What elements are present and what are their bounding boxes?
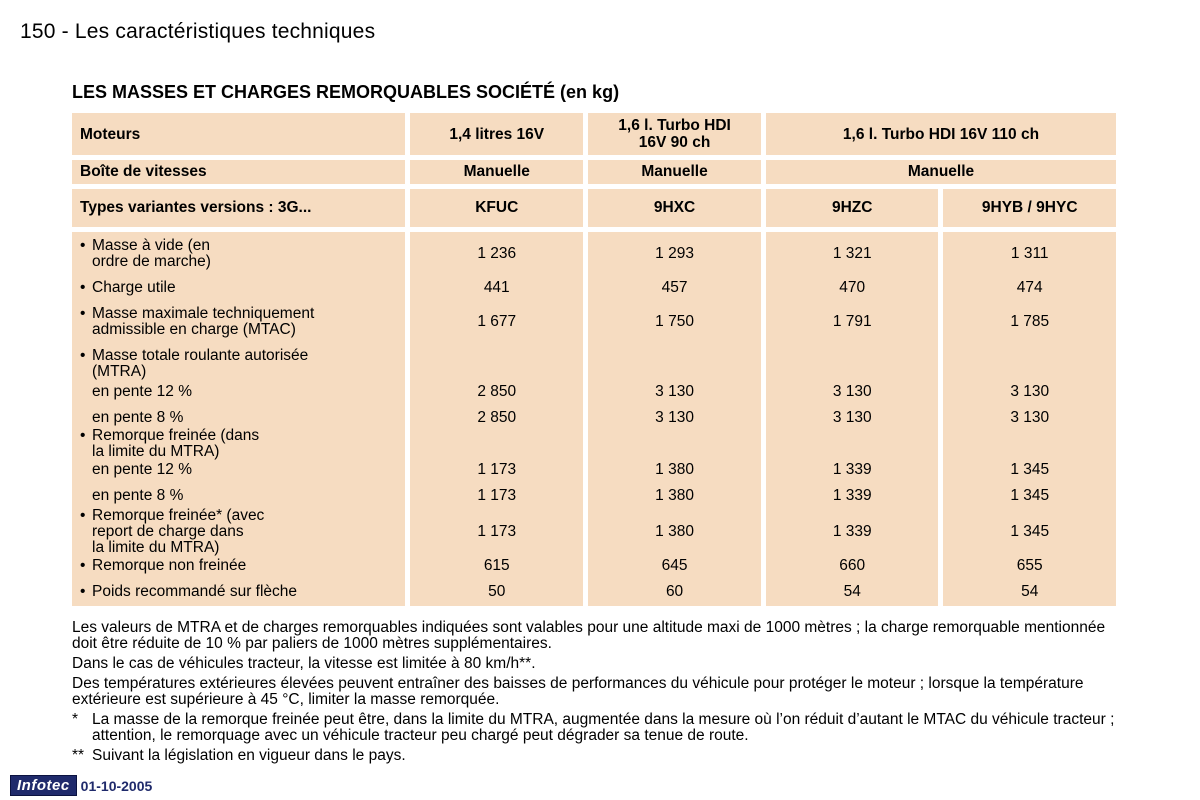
table-row-types	[72, 189, 1116, 227]
table-cell-value	[774, 348, 930, 380]
row-label-line: en pente 12 %	[92, 461, 192, 478]
table-cell-value: 1 380	[655, 523, 694, 540]
row-label	[80, 584, 397, 600]
row-label-line: admissible en charge (MTAC)	[92, 321, 296, 338]
row-label-line: (MTRA)	[92, 363, 147, 380]
motors-label: Moteurs	[72, 113, 405, 155]
row-bullet: •	[80, 347, 86, 364]
footnotes	[72, 620, 1132, 768]
row-label	[80, 348, 397, 380]
row-label	[80, 238, 397, 270]
table-cell-value	[596, 428, 753, 460]
row-bullet	[80, 384, 92, 400]
table-cell-value: 1 339	[832, 487, 872, 504]
motor-col-2	[588, 113, 761, 155]
row-label	[80, 306, 397, 338]
row-label	[80, 280, 397, 296]
note-star-1	[72, 712, 1132, 744]
types-col-1: KFUC	[410, 189, 583, 227]
table-cell-value: 1 345	[1010, 487, 1050, 504]
row-label-line: Remorque non freinée	[92, 557, 247, 574]
values-column-1	[410, 232, 583, 606]
table-cell-value: 1 173	[477, 523, 517, 540]
row-label	[80, 462, 397, 478]
row-label	[80, 508, 397, 556]
table-cell-value: 1 173	[477, 487, 517, 504]
row-label-line: Masse à vide (en	[92, 237, 211, 254]
table-cell-value	[596, 348, 753, 380]
row-label-line: la limite du MTRA)	[92, 443, 220, 460]
motor-col-3: 1,6 l. Turbo HDI 16V 110 ch	[766, 113, 1116, 155]
note-temperature: Des températures extérieures élevées peuvent entraîner des baisses de performances du véhicule pour protéger le moteur ; lorsque la température extérieure est supérieure à 45 °C, limiter la masse remorquée.	[72, 675, 1084, 708]
table-cell-value: 1 785	[1010, 313, 1050, 330]
table-cell-value	[418, 428, 575, 460]
note-star-2-text: Suivant la législation en vigueur dans le pays.	[92, 747, 406, 764]
table-cell-value: 50	[488, 583, 506, 600]
note-star-1-mark: *	[72, 711, 79, 728]
table-cell-value: 457	[661, 279, 688, 296]
values-column-4	[943, 232, 1116, 606]
note-speed: Dans le cas de véhicules tracteur, la vitesse est limitée à 80 km/h**.	[72, 655, 536, 672]
table-cell-value: 2 850	[477, 383, 517, 400]
row-label-line: en pente 8 %	[92, 409, 184, 426]
table-cell-value: 655	[1016, 557, 1043, 574]
table-cell-value: 470	[839, 279, 866, 296]
row-bullet: •	[80, 279, 86, 296]
row-bullet: •	[80, 507, 86, 524]
row-labels-column	[72, 232, 405, 606]
table-cell-value: 441	[483, 279, 510, 296]
table-cell-value	[951, 348, 1108, 380]
table-row-gearbox	[72, 160, 1116, 184]
row-label-line: report de charge dans	[92, 523, 244, 540]
row-label-line: en pente 12 %	[92, 383, 192, 400]
values-column-3	[766, 232, 938, 606]
row-label-line: en pente 8 %	[92, 487, 184, 504]
row-label-line: Masse maximale techniquement	[92, 305, 315, 322]
row-label	[80, 488, 397, 504]
row-label-line: Remorque freinée* (avec	[92, 507, 265, 524]
note-star-2-mark: **	[72, 747, 85, 764]
table-cell-value: 660	[839, 557, 866, 574]
table-row-motors	[72, 113, 1116, 155]
note-star-1-text: La masse de la remorque freinée peut être, dans la limite du MTRA, augmentée dans la mesure où l’on réduit d’autant le MTAC du véhicule tracteur ; attention, le remorquage avec un véhicule tracteur peu chargé peut dégrader sa tenue de route.	[92, 711, 1115, 744]
footer-date: 01-10-2005	[80, 777, 153, 794]
table-cell-value: 1 750	[655, 313, 694, 330]
table-cell-value: 1 345	[1010, 523, 1050, 540]
motor-col-2-line-1: 1,6 l. Turbo HDI	[618, 117, 731, 134]
table-cell-value: 645	[661, 557, 688, 574]
table-cell-value: 1 791	[832, 313, 872, 330]
table-cell-value: 2 850	[477, 409, 517, 426]
row-label-line: Remorque freinée (dans	[92, 427, 260, 444]
row-label-line: Masse totale roulante autorisée	[92, 347, 309, 364]
row-bullet	[80, 488, 92, 504]
table-cell-value	[774, 428, 930, 460]
table-cell-value: 60	[665, 583, 684, 600]
table-cell-value	[418, 348, 575, 380]
table-cell-value: 3 130	[655, 409, 694, 426]
table-cell-value: 1 293	[655, 245, 694, 262]
values-column-2	[588, 232, 761, 606]
row-label-line: ordre de marche)	[92, 253, 211, 270]
table-cell-value: 1 236	[477, 245, 517, 262]
gearbox-col-1: Manuelle	[410, 160, 583, 184]
table-cell-value: 615	[483, 557, 510, 574]
row-label-line: Poids recommandé sur flèche	[92, 583, 298, 600]
table-cell-value: 1 311	[1010, 245, 1049, 262]
types-col-4: 9HYB / 9HYC	[943, 189, 1116, 227]
table-cell-value: 3 130	[832, 383, 872, 400]
table-cell-value: 1 321	[832, 245, 872, 262]
page-title: 150 - Les caractéristiques techniques	[20, 20, 376, 43]
table-cell-value: 1 380	[655, 487, 694, 504]
table-cell-value	[951, 428, 1108, 460]
table-cell-value: 1 677	[477, 313, 517, 330]
row-bullet: •	[80, 237, 86, 254]
table-cell-value: 3 130	[1010, 383, 1050, 400]
types-label: Types variantes versions : 3G...	[72, 189, 405, 227]
gearbox-col-3: Manuelle	[766, 160, 1116, 184]
spec-table	[67, 108, 1121, 611]
note-star-2	[72, 748, 1132, 764]
row-label-line: Charge utile	[92, 279, 176, 296]
table-cell-value: 3 130	[655, 383, 694, 400]
row-label	[80, 428, 397, 460]
types-col-3: 9HZC	[766, 189, 938, 227]
gearbox-label: Boîte de vitesses	[72, 160, 405, 184]
row-bullet	[80, 462, 92, 478]
note-altitude: Les valeurs de MTRA et de charges remorquables indiquées sont valables pour une altitude maxi de 1000 mètres ; la charge remorquable mentionnée doit être réduite de 10 % par paliers de 1000 mètres supplémentaires.	[72, 619, 1106, 652]
row-bullet: •	[80, 583, 86, 600]
row-bullet: •	[80, 557, 86, 574]
table-cell-value: 54	[843, 583, 861, 600]
row-bullet	[80, 410, 92, 426]
table-cell-value: 1 380	[655, 461, 694, 478]
table-body	[72, 232, 1116, 606]
table-cell-value: 1 345	[1010, 461, 1050, 478]
row-label	[80, 410, 397, 426]
row-label	[80, 384, 397, 400]
motor-col-1: 1,4 litres 16V	[410, 113, 583, 155]
table-cell-value: 3 130	[1010, 409, 1050, 426]
row-label-line: la limite du MTRA)	[92, 539, 220, 556]
section-title: LES MASSES ET CHARGES REMORQUABLES SOCIÉTÉ (en kg)	[72, 82, 620, 102]
table-cell-value: 1 173	[477, 461, 517, 478]
motor-col-2-line-2: 16V 90 ch	[638, 134, 711, 151]
types-col-2: 9HXC	[588, 189, 761, 227]
table-cell-value: 1 339	[832, 461, 872, 478]
gearbox-col-2: Manuelle	[588, 160, 761, 184]
table-cell-value: 474	[1016, 279, 1043, 296]
row-bullet: •	[80, 427, 86, 444]
table-cell-value: 1 339	[832, 523, 872, 540]
row-bullet: •	[80, 305, 86, 322]
footer	[10, 775, 152, 796]
infotec-logo: Infotec	[10, 775, 77, 796]
table-cell-value: 3 130	[832, 409, 872, 426]
table-cell-value: 54	[1021, 583, 1039, 600]
row-label	[80, 558, 397, 574]
